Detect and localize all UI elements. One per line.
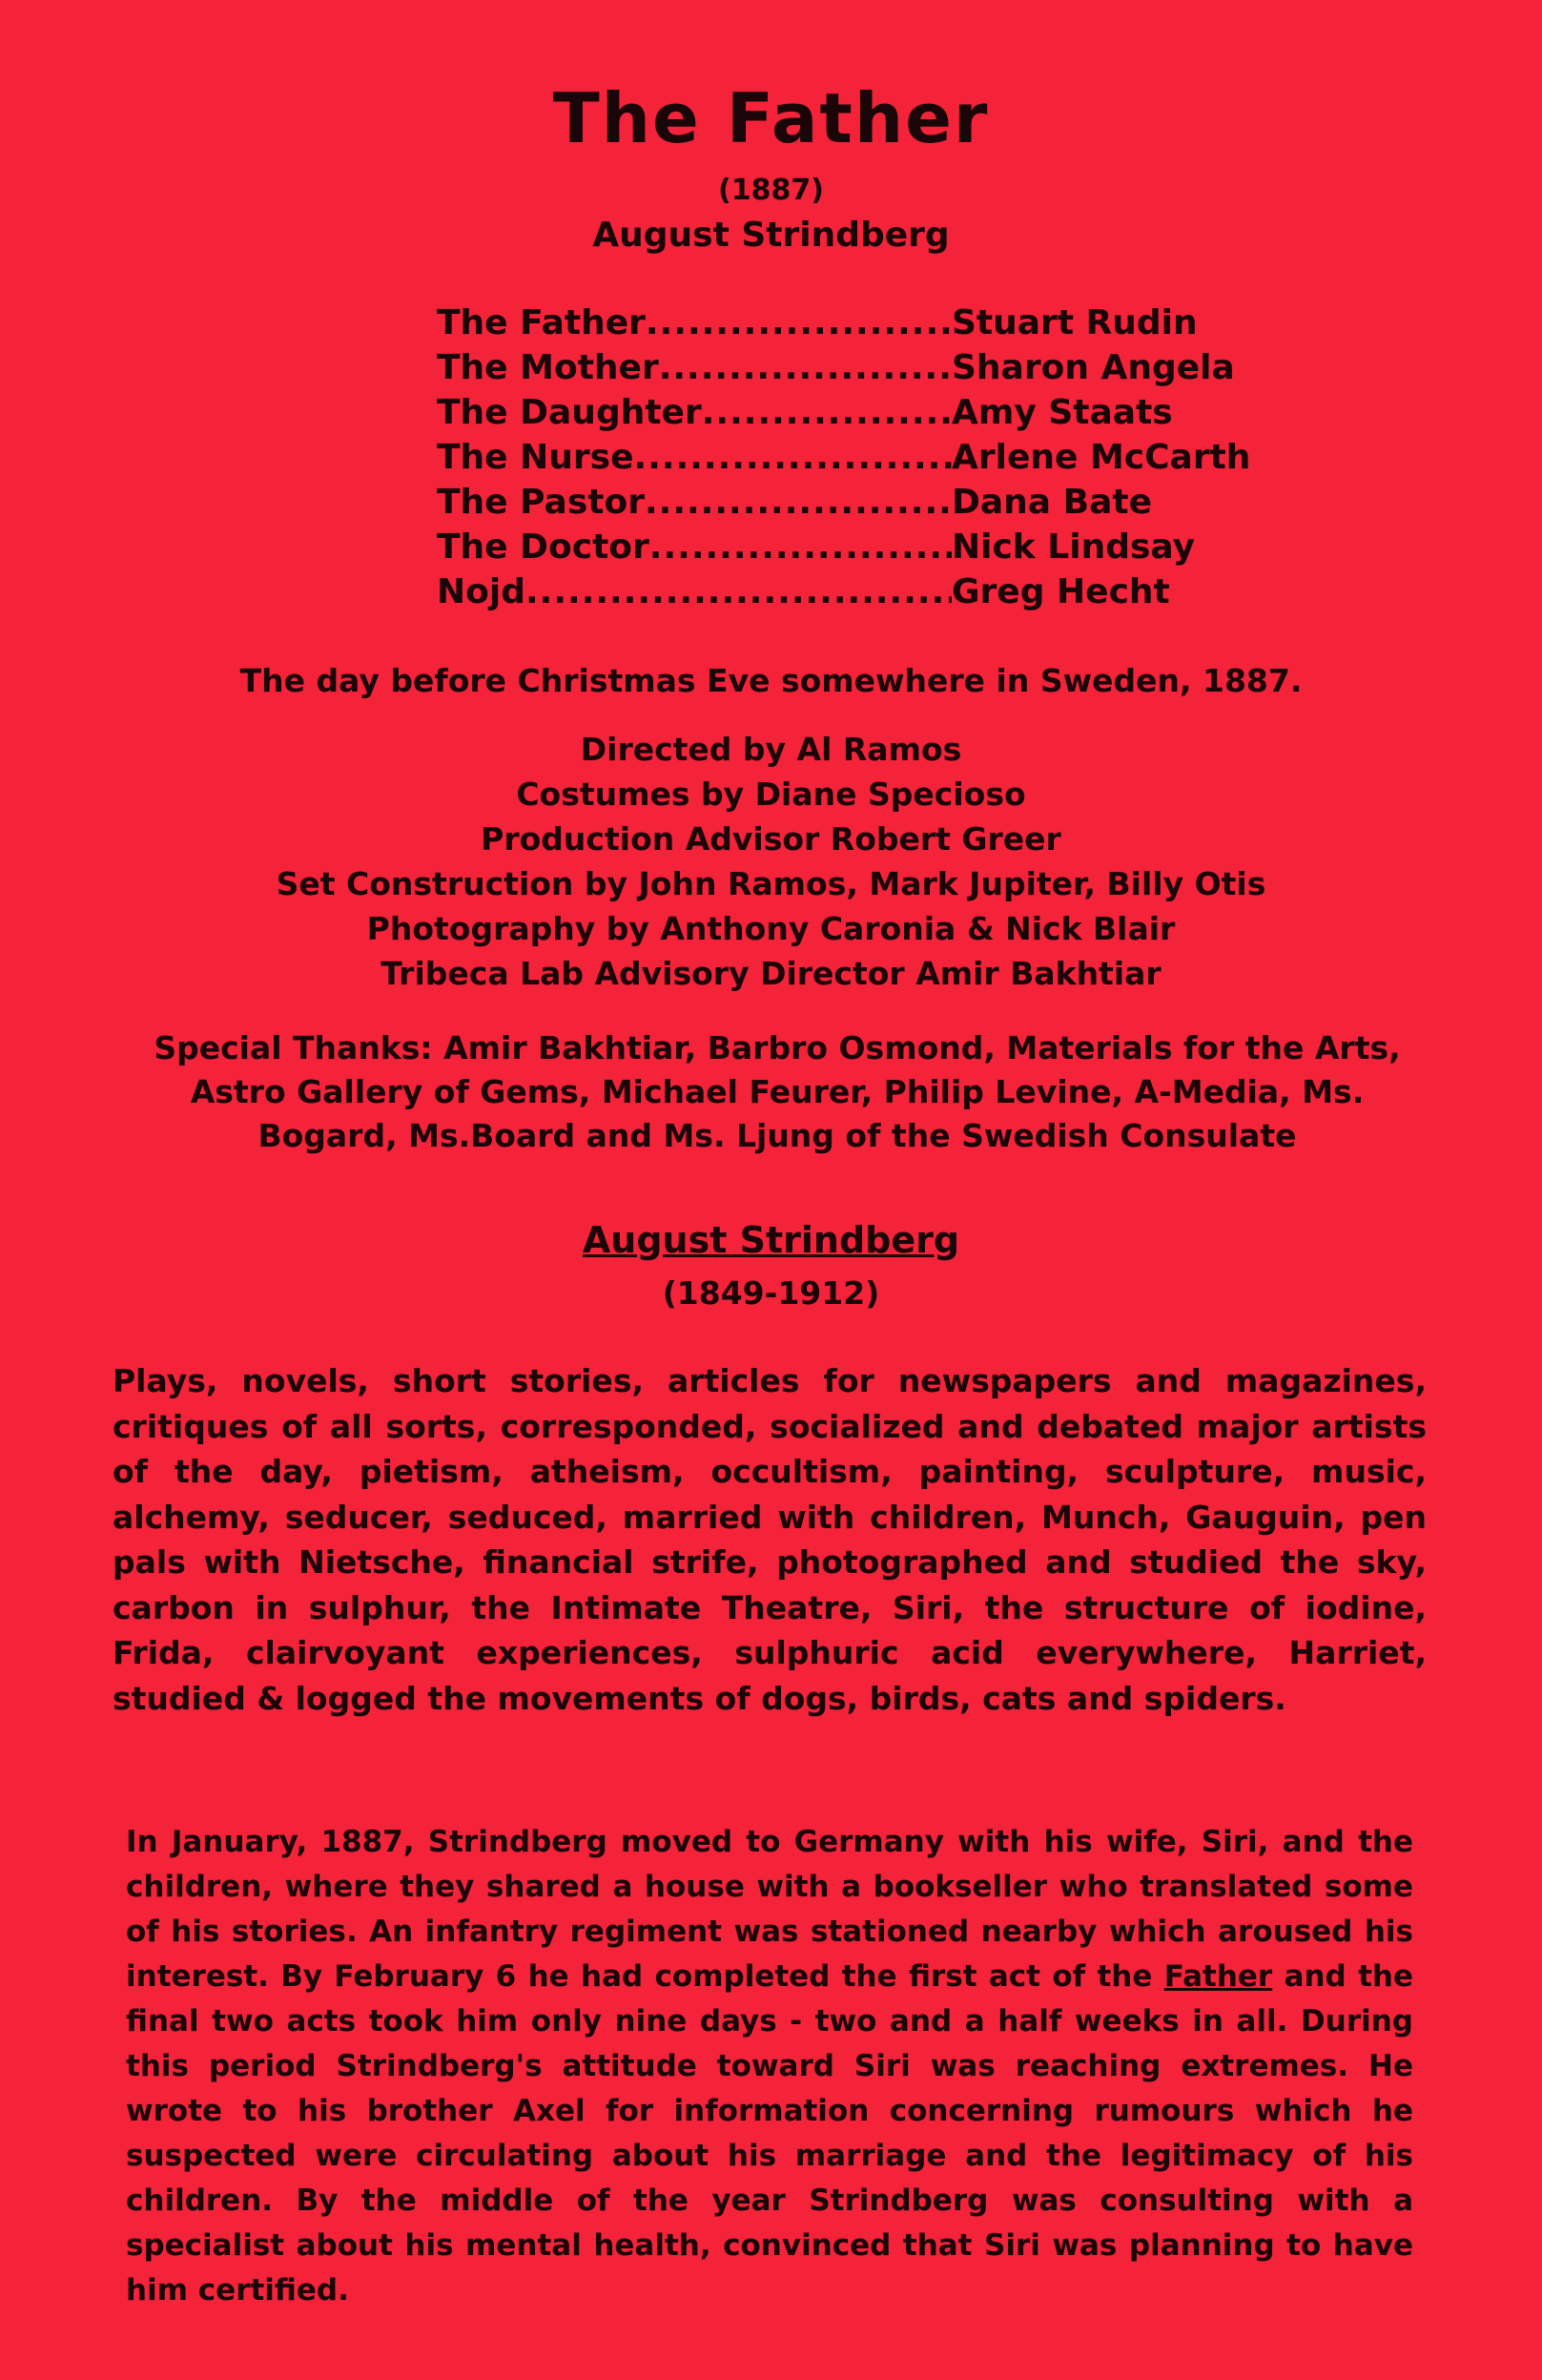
cast-actor: Greg Hecht	[952, 572, 1170, 611]
leader-dots	[659, 348, 952, 393]
cast-role: The Nurse	[437, 438, 634, 477]
cast-actor: Dana Bate	[952, 483, 1152, 522]
cast-row	[437, 572, 1257, 617]
leader-dots	[634, 438, 953, 483]
credit-line: Photography by Anthony Caronia & Nick Blair	[366, 910, 1176, 947]
leader-dots	[525, 572, 952, 617]
cast-actor: Amy Staats	[952, 393, 1173, 432]
bio-paragraph-2	[126, 1820, 1413, 2313]
cast-row	[437, 438, 1257, 483]
bio-paragraph-1: Plays, novels, short stories, articles for newspapers and magazines, critiques of all sorts, corresponded, socialized and debated major artists of the day, pietism, atheism, occultism, painting, sculpture, music, alchemy, seducer, seduced, married with children, Munch, Gauguin, pen pals with Nietsche, financial strife, photographed and studied the sky, carbon in sulphur, the Intimate Theatre, Siri, the structure of iodine, Frida, clairvoyant experiences, sulphuric acid everywhere, Harriet, studied & logged the movements of dogs, birds, cats and spiders.	[113, 1362, 1427, 1717]
cast-role: The Doctor	[437, 528, 649, 567]
credit-line: Production Advisor Robert Greer	[481, 820, 1061, 858]
credit-line: Directed by Al Ramos	[580, 731, 962, 768]
special-thanks: Special Thanks: Amir Bakhtiar, Barbro Osmond, Materials for the Arts, Astro Gallery of Gems, Michael Feurer, Philip Levine, A-Media, Ms. Bogard, Ms.Board and Ms. Ljung of the Swedish Consulate	[154, 1029, 1401, 1154]
setting-line: The day before Christmas Eve somewhere in Sweden, 1887.	[239, 662, 1303, 699]
cast-row	[437, 348, 1257, 393]
cast-role: The Daughter	[437, 393, 702, 432]
cast-row	[437, 483, 1257, 528]
play-title: The Father	[552, 78, 990, 158]
cast-role: The Mother	[437, 348, 659, 387]
leader-dots	[649, 528, 952, 572]
cast-row	[437, 393, 1257, 438]
play-title-reference: Father	[1163, 1959, 1273, 1994]
cast-actor: Stuart Rudin	[952, 303, 1198, 342]
credit-line: Costumes by Diane Specioso	[516, 776, 1026, 813]
leader-dots	[645, 483, 952, 528]
credit-line: Tribeca Lab Advisory Director Amir Bakhtiar	[380, 955, 1162, 992]
bio-heading: August Strindberg	[582, 1219, 960, 1261]
cast-actor: Arlene McCarth	[952, 438, 1251, 477]
cast-role: The Pastor	[437, 483, 645, 522]
leader-dots	[646, 303, 952, 348]
credit-line: Set Construction by John Ramos, Mark Jupiter, Billy Otis	[276, 865, 1266, 902]
cast-row	[437, 528, 1257, 572]
cast-row	[437, 303, 1257, 348]
leader-dots	[702, 393, 952, 438]
play-year: (1887)	[718, 174, 824, 207]
cast-role: Nojd	[437, 572, 525, 611]
cast-role: The Father	[437, 303, 646, 342]
para2-text-end: and the final two acts took him only nine days - two and a half weeks in all. During this period Strindberg's attitude toward Siri was reaching extremes. He wrote to his brother Axel for information concerning rumours which he suspected were circulating about his marriage and the legitimacy of his children. By the middle of the year Strindberg was consulting with a specialist about his mental health, convinced that Siri was planning to have him certified.	[126, 1959, 1413, 2308]
credits-block	[0, 727, 1542, 996]
cast-actor: Nick Lindsay	[952, 528, 1196, 567]
play-author: August Strindberg	[592, 216, 950, 255]
cast-list	[437, 303, 1257, 617]
para2-text-start: In January, 1887, Strindberg moved to Germany with his wife, Siri, and the children, where they shared a house with a bookseller who translated some of his stories. An infantry regiment was stationed nearby which aroused his interest. By February 6 he had completed the first act of the	[126, 1825, 1413, 1994]
cast-actor: Sharon Angela	[952, 348, 1235, 387]
bio-dates: (1849-1912)	[662, 1274, 880, 1312]
